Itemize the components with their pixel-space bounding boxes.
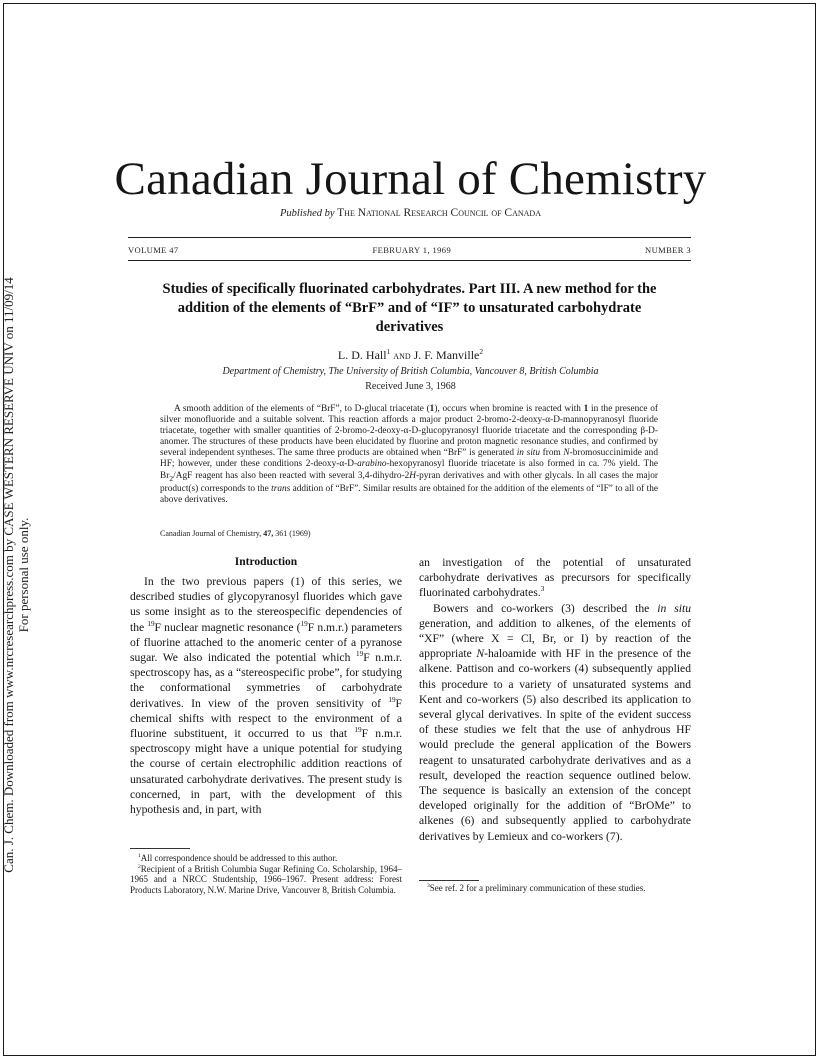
footnote-marker: 3 [427, 883, 430, 889]
abstract-italic: H [409, 470, 416, 481]
body-italic: N [476, 647, 485, 661]
footnote [130, 853, 402, 864]
issue-number: NUMBER 3 [645, 245, 691, 255]
received-date: Received June 3, 1968 [365, 381, 456, 392]
abstract-text: addition of “BrF”. Similar results are obtained for the addition of the elements of “IF” to all of the above derivatives. [160, 483, 658, 505]
body-column-right [419, 555, 691, 844]
citation-line [160, 529, 311, 538]
subscript: 2 [169, 473, 174, 483]
body-text: F nuclear magnetic resonance ( [154, 620, 301, 634]
body-paragraph [130, 574, 402, 817]
masthead-rule-bottom [128, 260, 691, 261]
body-text: In the two previous papers (1) of this series, we described studies of glycopyranosyl fluorides which gave us some insight as to the stereospecific dependencies of the [130, 575, 402, 634]
journal-title: Canadian Journal of Chemistry [114, 153, 707, 205]
issue-date: FEBRUARY 1, 1969 [372, 245, 452, 255]
superscript: 19 [300, 619, 308, 628]
abstract [160, 404, 658, 506]
abstract-italic: trans [271, 483, 291, 494]
affiliation: Department of Chemistry, The University of British Columbia, Vancouver 8, British Columbia [222, 366, 599, 377]
masthead-rule-top [128, 237, 691, 238]
body-text: an investigation of the potential of unsaturated carbohydrate derivatives as precursors for specifically fluorinated carbohydrates. [419, 556, 691, 600]
download-stamp-line2: For personal use only. [16, 517, 31, 633]
compound-number: 1 [583, 404, 589, 414]
abstract-text: from [540, 448, 564, 459]
issue-volume: VOLUME 47 [128, 245, 179, 255]
body-text: F n.m.r.) parameters of fluorine attached to the anomeric center of a pyranose sugar. We also indicated the potential which [130, 620, 402, 665]
published-by-prefix: Published by [280, 208, 335, 219]
footnote-rule [419, 880, 479, 881]
footnote-rule [130, 848, 190, 849]
author-line [0, 348, 821, 363]
abstract-text: A smooth addition of the elements of “BrF”, to D-glucal triacetate ( [174, 404, 430, 414]
abstract-italic: in situ [516, 448, 541, 459]
footnotes-right [419, 883, 691, 894]
body-text: generation, and addition to alkenes, of the elements of “XF” (where X = Cl, Br, or I) by reaction of the appropriate [419, 616, 691, 661]
introduction-heading: Introduction [234, 556, 298, 568]
abstract-italic: arabino [357, 459, 387, 470]
footnote-marker: 1 [138, 853, 141, 859]
download-stamp [1, 215, 31, 935]
download-stamp-line1: Can. J. Chem. Downloaded from www.nrcresearchpress.com by CASE WESTERN RESERVE UNIV on 11/09/14 [1, 277, 16, 873]
superscript: 19 [354, 726, 362, 735]
article-title-line: Studies of specifically fluorinated carbohydrates. Part III. A new method for the [162, 281, 657, 297]
body-text: Bowers and co-workers (3) described the [433, 601, 658, 615]
body-text: F chemical shifts with respect to the environment of a fluorine substituent, it occurred to us that [130, 696, 402, 741]
abstract-text: -hexopyranosyl fluoride triacetate is also formed in ca. 7% yield. The Br [160, 459, 658, 481]
footnote [130, 864, 402, 896]
body-column-left [130, 555, 402, 817]
footnote-marker: 3 [540, 585, 545, 594]
article-title [128, 280, 691, 337]
citation-volume: 47, [263, 529, 274, 538]
abstract-text: -pyran derivatives and with other glycals. In all cases the major product(s) corresponds to the [160, 470, 658, 494]
superscript: 19 [147, 619, 155, 628]
body-text: F n.m.r. spectroscopy has, as a “stereospecific probe”, for studying the conformational symmetries of carbohydrate derivatives. In view of the proven sensitivity of [130, 651, 403, 710]
citation-pages: 361 (1969) [275, 529, 311, 538]
author-name: L. D. Hall [337, 348, 387, 362]
citation-journal: Canadian Journal of Chemistry, [160, 529, 262, 538]
superscript: 19 [388, 695, 396, 704]
superscript: 19 [356, 650, 364, 659]
body-paragraph [419, 555, 691, 601]
abstract-text: ), occurs when bromine is reacted with [434, 404, 584, 414]
author-name: J. F. Manville [413, 348, 480, 362]
body-paragraph [419, 601, 691, 844]
abstract-text: in the presence of silver monofluoride and a suitable solvent. This reaction affords a major product 2-bromo-2-deoxy-α-D-mannopyranosyl fluoride triacetate, together with smaller quantities of 2-bromo-2-deoxy-α-D-glucopyranosyl fluoride triacetate and the corresponding β-D-anomer. The structures of these products have been elucidated by fluorine and proton magnetic resonance studies, and confirmed by several independent syntheses. The same three products are obtained when “BrF” is generated [160, 404, 658, 459]
footnote-text: Recipient of a British Columbia Sugar Refining Co. Scholarship, 1964–1965 and a NRCC Studentship, 1966–1967. Present address: Forest Products Laboratory, N.W. Marine Drive, Vancouver 8, British Columbia. [130, 863, 402, 895]
body-italic: in situ [657, 601, 691, 615]
abstract-italic: N [563, 448, 570, 459]
article-title-line: addition of the elements of “BrF” and of “IF” to unsaturated carbohydrate [177, 300, 642, 316]
body-text: F n.m.r. spectroscopy might have a unique potential for studying the course of certain electrophilic addition reactions of unsaturated carbohydrate derivatives. The present study is concerned, in part, with the development of this hypothesis and, in part, with [130, 727, 403, 817]
article-title-line: derivatives [375, 319, 444, 335]
footnotes-left [130, 853, 402, 895]
abstract-text: /AgF reagent has also been reacted with several 3,4-dihydro-2 [173, 470, 410, 481]
footnote-marker: 2 [138, 863, 141, 870]
footnote-marker: 1 [386, 347, 391, 356]
body-text: -haloamide with HF in the presence of the alkene. Pattison and co-workers (4) subsequently applied this procedure to a variety of unsaturated systems and Kent and co-workers (5) also described its application to several glycal derivatives. In spite of the evident success of these studies we felt that the use of anhydrous HF would preclude the general application of the Bowers reagent to unsaturated carbohydrate derivatives and as a result, developed the reaction sequence outlined below. The sequence is basically an extension of the concept developed originally for the addition of “BrOMe” to alkenes (6) and subsequently applied to carbohydrate derivatives by Lemieux and co-workers (7). [419, 647, 691, 843]
compound-number: 1 [429, 404, 435, 414]
footnote [419, 883, 691, 894]
publisher-line [0, 207, 821, 219]
footnote-text: All correspondence should be addressed to this author. [140, 853, 338, 863]
abstract-text: -bromosuccinimide and HF; however, under these conditions 2-deoxy-α-D- [160, 448, 658, 470]
issue-bar [128, 245, 691, 255]
publisher-name: The National Research Council of Canada [337, 207, 541, 219]
author-conjunction: and [393, 348, 411, 362]
footnote-marker: 2 [479, 347, 484, 356]
footnote-text: See ref. 2 for a preliminary communication of these studies. [429, 883, 646, 893]
